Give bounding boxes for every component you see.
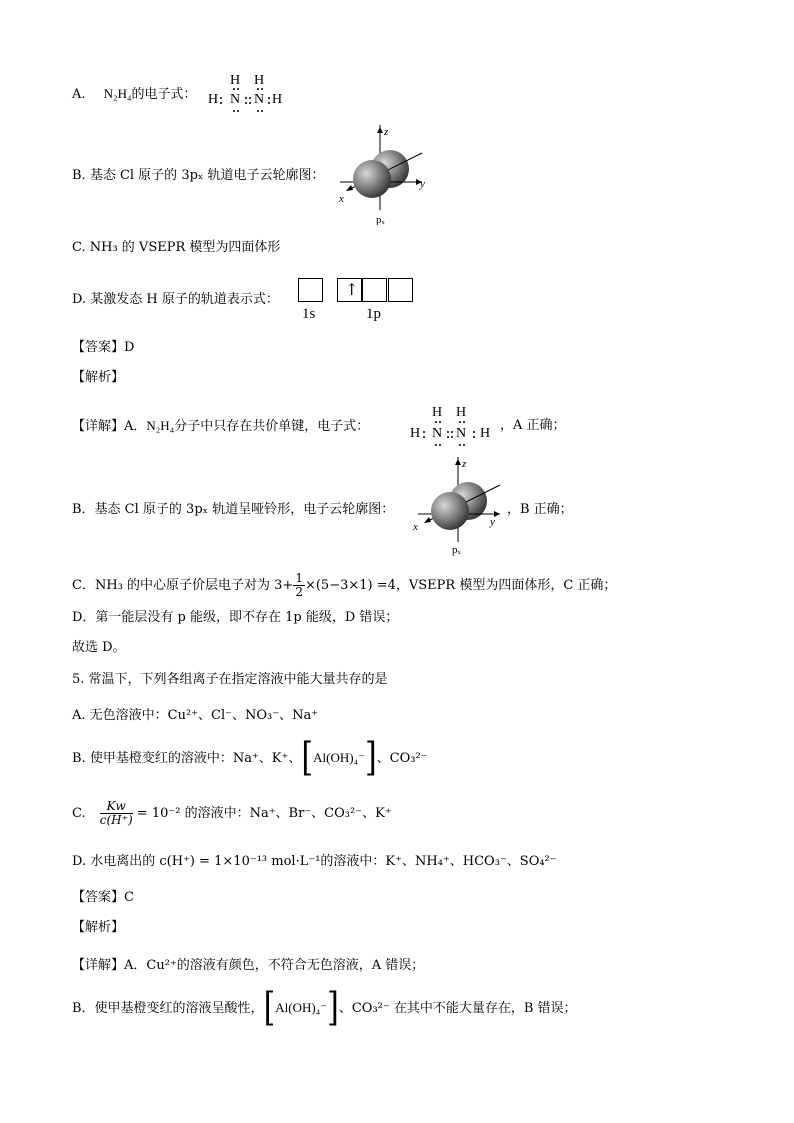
lobe-front-2 [431,492,469,530]
q5-analysis-heading: 【解析】 [72,920,125,935]
q5-detail-b [72,985,577,1031]
ed2-h-right: H [480,426,491,441]
z-label-2: z [462,458,467,470]
ed-h-right: H [272,92,283,107]
z-arrow [377,127,383,133]
electron-dots [208,74,288,116]
x-arrow-2 [424,517,431,523]
bracket-right: ] [364,735,377,781]
q4-detail-b: B．基态 Cl 原子的 3pₓ 轨道呈哑铃形，电子云轮廓图： [72,502,395,517]
x-arrow [346,185,353,191]
px-label: pₓ [376,214,385,225]
q5-option-d: D. 水电离出的 c(H⁺) = 1×10⁻¹³ mol·L⁻¹的溶液中：K⁺、NH₄⁺、HCO₃⁻、SO₄²⁻ [72,854,557,869]
detail-a-prefix: 【详解】A． [72,419,147,434]
kw-num: Kw [100,800,133,814]
q4-analysis-heading: 【解析】 [72,370,125,385]
q5-b-suffix: 、CO₃²⁻ [376,751,428,766]
q4-option-c: C. NH₃ 的 VSEPR 模型为四面体形 [72,240,281,255]
q4-option-a [72,84,197,105]
ed-n-2: N [254,92,265,107]
q5-detail-b-complex: Al(OH)₄⁻ [275,1000,328,1015]
q5-b-complex: Al(OH)₄⁻ [313,750,365,765]
q5-stem: 5. 常温下，下列各组离子在指定溶液中能大量共存的是 [72,672,388,687]
option-a-text: 的电子式： [131,87,197,102]
x-label-2: x [413,521,418,533]
detail-a-text: 分子中只存在共价单键，电子式： [174,419,370,434]
y-arrow-2 [494,511,500,517]
q4-option-d: D. 某激发态 H 原子的轨道表示式： [72,292,279,307]
ed2-n-2: N [456,426,467,441]
orbital-box-1s [298,278,323,302]
option-a-label: A. [72,87,86,102]
q5-detail-b-prefix: B．使甲基橙变红的溶液呈酸性， [72,1001,264,1016]
q4-option-b: B. 基态 Cl 原子的 3pₓ 轨道电子云轮廓图： [72,168,325,183]
frac-den: 2 [295,585,303,599]
ed2-n-1: N [432,426,443,441]
q4-detail-d: D．第一能层没有 p 能级，即不存在 1p 能级，D 错误； [72,610,399,625]
ed2-h-top-2: H [456,405,467,420]
y-label: y [420,178,425,190]
electron-dots-2 [410,406,500,450]
detail-electron-formula-n2h4 [410,406,500,446]
q4-detail-c [72,572,616,599]
ed2-h-top-1: H [432,405,443,420]
ed-h-left: H [208,92,219,107]
q5-option-c [72,800,392,827]
ed-n-1: N [230,92,241,107]
q5-detail-b-suffix: 、CO₃²⁻ 在其中不能大量存在，B 错误； [338,1001,577,1016]
q5-c-eq: = 10⁻² 的溶液中：Na⁺、Br⁻、CO₃²⁻、K⁺ [136,806,392,821]
ed-h-top-1: H [230,73,241,88]
bracket-right-2: ] [327,985,339,1031]
p-orbital-diagram [330,125,440,225]
q4-answer: 【答案】D [72,340,135,355]
z-arrow-2 [455,459,461,465]
detail-b-suffix: ，B 正确； [507,502,573,517]
lobe-front [353,160,391,198]
q5-c-label: C. [72,806,86,821]
kw-fraction [100,800,133,827]
q5-answer: 【答案】C [72,890,134,905]
px-label-2: pₓ [452,544,461,556]
detail-a-formula: N₂H₄ [146,418,175,433]
q5-option-b [72,735,428,781]
fraction-half [293,572,305,599]
z-label: z [384,126,389,138]
orbital-box-1p-2 [362,278,387,302]
electron-formula-n2h4 [208,74,288,114]
q5-detail-a: 【详解】A．Cu²⁺的溶液有颜色，不符合无色溶液，A 错误； [72,958,425,973]
y-label-2: y [490,516,495,528]
orbital-box-1p-3 [388,278,413,302]
q4-detail-a [72,416,369,437]
q5-b-prefix: B. 使甲基橙变红的溶液中：Na⁺、K⁺、 [72,751,302,766]
n2h4-formula: N₂H₄ [103,86,132,101]
detail-c-rest: ×(5−3×1) =4，VSEPR 模型为四面体形，C 正确； [304,578,617,593]
detail-a-suffix: ，A 正确； [500,418,566,433]
frac-num: 1 [295,571,303,585]
q4-choose: 故选 D。 [72,640,126,655]
bracket-left: [ [301,735,314,781]
ed2-h-left: H [410,426,421,441]
kw-den: c(H⁺) [99,813,133,827]
x-label: x [339,193,344,205]
label-1p: 1p [366,306,381,322]
bracket-left-2: [ [263,985,276,1031]
p-orbital-diagram-detail [408,457,518,557]
electron-up-arrow: ↑ [345,280,359,299]
label-1s: 1s [302,306,316,322]
detail-c-text: C．NH₃ 的中心原子价层电子对为 3+ [72,578,294,593]
ed-h-top-2: H [254,73,265,88]
orbital-box-1p-1 [337,278,362,302]
q5-option-a: A. 无色溶液中：Cu²⁺、Cl⁻、NO₃⁻、Na⁺ [72,708,319,723]
